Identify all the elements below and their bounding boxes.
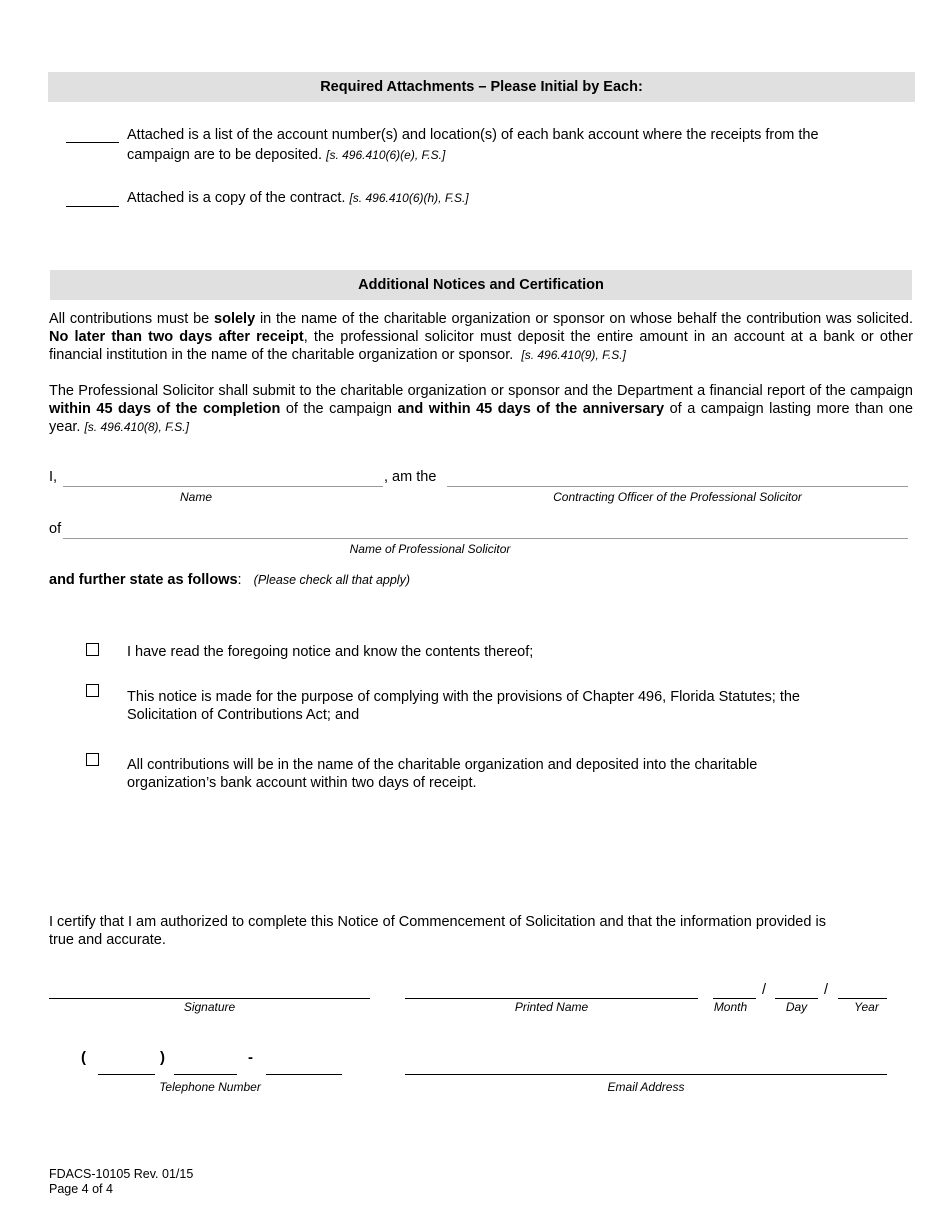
p2-text-2: of the campaign bbox=[280, 401, 398, 417]
attachment-1-line1: Attached is a list of the account number(s) and location(s) of each bank account where the receipts from the bbox=[127, 127, 819, 143]
p1-bold-1: solely bbox=[214, 311, 256, 327]
further-state-line bbox=[49, 572, 410, 588]
p2-bold-1: within 45 days of the completion bbox=[49, 401, 281, 417]
email-caption: Email Address bbox=[607, 1080, 685, 1094]
date-separator-2: / bbox=[824, 982, 829, 998]
notices-header: Additional Notices and Certification bbox=[50, 270, 912, 300]
of-label: of bbox=[49, 521, 62, 537]
contracting-officer-field[interactable] bbox=[447, 486, 908, 487]
check-3-text bbox=[127, 756, 757, 792]
page-number: Page 4 of 4 bbox=[49, 1182, 113, 1196]
phone-dash: - bbox=[248, 1049, 253, 1066]
p1-text-1: All contributions must be bbox=[49, 311, 215, 327]
certification-line2: true and accurate. bbox=[49, 932, 166, 948]
attachment-2-line: Attached is a copy of the contract. bbox=[127, 190, 346, 206]
day-caption: Day bbox=[785, 1000, 808, 1014]
checkbox-read-notice[interactable] bbox=[86, 643, 99, 656]
phone-line-field[interactable] bbox=[266, 1074, 342, 1075]
signature-field[interactable] bbox=[49, 998, 370, 999]
p1-bold-2: No later than two days after receipt bbox=[49, 329, 304, 345]
day-field[interactable] bbox=[775, 998, 818, 999]
signature-caption: Signature bbox=[183, 1000, 236, 1014]
further-state-note: (Please check all that apply) bbox=[253, 573, 411, 587]
i-label: I, bbox=[49, 469, 58, 485]
month-caption: Month bbox=[713, 1000, 748, 1014]
professional-solicitor-caption: Name of Professional Solicitor bbox=[349, 542, 511, 556]
notice-paragraph-1 bbox=[49, 310, 913, 364]
check-1-text: I have read the foregoing notice and know the contents thereof; bbox=[127, 644, 534, 660]
printed-name-caption: Printed Name bbox=[514, 1000, 589, 1014]
phone-area-code-field[interactable] bbox=[98, 1074, 155, 1075]
certification-text bbox=[49, 913, 826, 949]
checkbox-chapter-496[interactable] bbox=[86, 684, 99, 697]
further-state-colon: : bbox=[237, 572, 242, 588]
attachment-1-text bbox=[127, 125, 819, 165]
name-caption: Name bbox=[179, 490, 212, 504]
check-2-line1: This notice is made for the purpose of complying with the provisions of Chapter 496, Florida Statutes; the bbox=[127, 689, 800, 705]
attachment-2-cite: [s. 496.410(6)(h), F.S.] bbox=[349, 191, 469, 205]
form-number: FDACS-10105 Rev. 01/15 bbox=[49, 1167, 194, 1181]
year-caption: Year bbox=[854, 1000, 879, 1014]
p1-cite: [s. 496.410(9), F.S.] bbox=[521, 348, 626, 362]
phone-prefix-field[interactable] bbox=[174, 1074, 237, 1075]
notice-paragraph-2 bbox=[49, 382, 913, 436]
phone-close-paren: ) bbox=[160, 1049, 165, 1066]
p2-cite: [s. 496.410(8), F.S.] bbox=[84, 420, 189, 434]
p1-text-3: , the professional solicitor must deposit the entire amount in an account at a bank or other financial institution in the name of the charitable organization or sponsor. bbox=[49, 329, 913, 363]
attachment-1-initial-blank[interactable] bbox=[66, 142, 119, 143]
phone-open-paren: ( bbox=[81, 1049, 86, 1066]
check-2-line2: Solicitation of Contributions Act; and bbox=[127, 707, 360, 723]
further-state-bold: and further state as follows bbox=[49, 572, 238, 588]
am-the-label: , am the bbox=[384, 469, 437, 485]
check-3-line1: All contributions will be in the name of the charitable organization and deposited into the charitable bbox=[127, 757, 758, 773]
date-separator-1: / bbox=[762, 982, 767, 998]
year-field[interactable] bbox=[838, 998, 887, 999]
email-field[interactable] bbox=[405, 1074, 887, 1075]
p1-text-2: in the name of the charitable organization or sponsor on whose behalf the contribution was solicited. bbox=[255, 311, 913, 327]
certification-line1: I certify that I am authorized to complete this Notice of Commencement of Solicitation and that the information provided is bbox=[49, 914, 826, 930]
p2-text-1: The Professional Solicitor shall submit to the charitable organization or sponsor and the Department a financial report of the campaign bbox=[49, 383, 913, 399]
contracting-officer-caption: Contracting Officer of the Professional Solicitor bbox=[553, 490, 802, 504]
check-3-line2: organization’s bank account within two days of receipt. bbox=[127, 775, 477, 791]
footer bbox=[49, 1167, 193, 1197]
attachment-2-text bbox=[127, 188, 469, 208]
printed-name-field[interactable] bbox=[405, 998, 698, 999]
attachment-2-initial-blank[interactable] bbox=[66, 206, 119, 207]
attachment-1-line2: campaign are to be deposited. bbox=[127, 147, 323, 163]
attachment-1-cite: [s. 496.410(6)(e), F.S.] bbox=[326, 148, 446, 162]
checkbox-contributions-deposit[interactable] bbox=[86, 753, 99, 766]
month-field[interactable] bbox=[713, 998, 756, 999]
required-attachments-header: Required Attachments – Please Initial by Each: bbox=[48, 72, 915, 102]
telephone-caption: Telephone Number bbox=[159, 1080, 261, 1094]
professional-solicitor-field[interactable] bbox=[63, 538, 908, 539]
p2-bold-2: and within 45 days of the anniversary bbox=[397, 401, 665, 417]
check-2-text bbox=[127, 688, 800, 724]
name-field[interactable] bbox=[63, 486, 383, 487]
p2-text-3: of a campaign lasting more than one year. bbox=[49, 401, 913, 435]
